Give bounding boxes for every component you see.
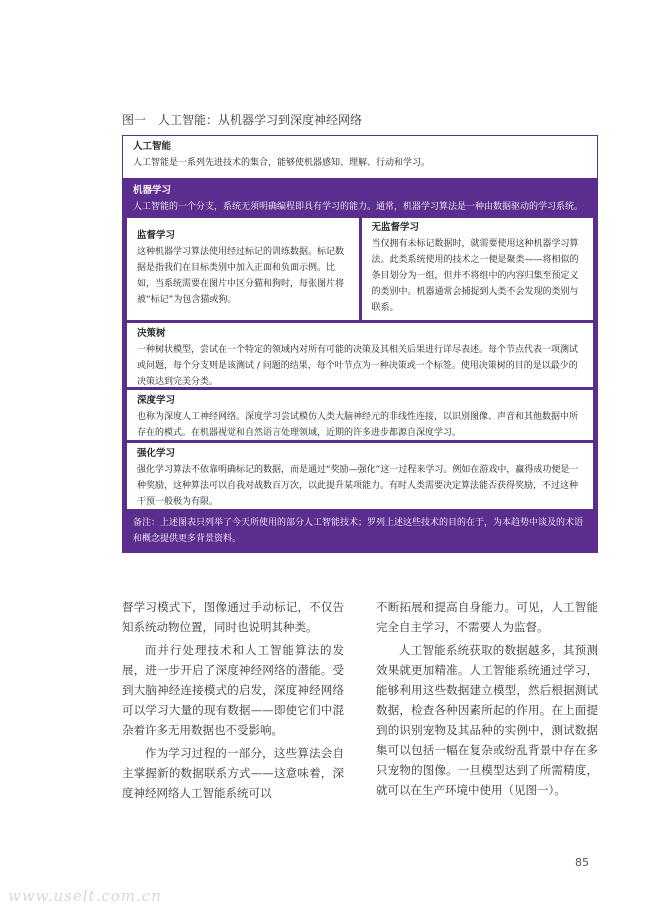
figure-title [122,111,362,128]
ml-heading: 机器学习 [133,185,172,196]
decision-tree-box [127,323,593,387]
supervised-heading: 监督学习 [137,230,176,241]
decision-tree-heading: 决策树 [137,328,166,339]
unsupervised-heading: 无监督学习 [371,222,420,233]
body-column-left [122,597,344,803]
unsupervised-text: 当仅拥有未标记数据时，就需要使用这种机器学习算法。此类系统使用的技术之一便是聚类——将相似的条目划分为一组，但并不将组中的内容归集至预定义的类别中。机器通常会捕捉到人类不会发现的类别与联系。 [371,239,579,313]
unsupervised-box [362,218,594,320]
body-paragraph: 督学习模式下，图像通过手动标记，不仅告知系统动物位置，同时也说明其种类。 [122,600,344,634]
ai-text: 人工智能是一系列先进技术的集合，能够使机器感知、理解、行动和学习。 [133,158,431,168]
deep-learning-heading: 深度学习 [137,395,176,406]
ml-box [123,179,597,513]
ml-text: 人工智能的一个分支，系统无须明确编程即具有学习的能力。通常，机器学习算法是一种由数据驱动的学习系统。 [133,202,584,212]
body-paragraph: 作为学习过程的一部分，这些算法会自主掌握新的数据联系方式——这意味着，深度神经网络人工智能系统可以 [122,746,344,800]
ai-taxonomy-figure [122,135,598,553]
supervised-box [127,218,359,320]
supervised-text: 这种机器学习算法使用经过标记的训练数据。标记数据是指我们在目标类别中加入正面和负面示例。比如，当系统需要在图片中区分猫和狗时，每张图片将被“标记”为包含猫或狗。 [137,247,345,305]
page-number: 85 [575,856,589,869]
decision-tree-text: 一种树状模型，尝试在一个特定的领域内对所有可能的决策及其相关后果进行详尽表述。每个节点代表一项测试或问题，每个分支则是该测试 / 问题的结果，每个叶节点为一种决策或一个标签。使用决策树的目的是以最少的决策达到完美分类。 [137,345,579,387]
watermark: www.uselt.com.cn [8,887,162,905]
figure-number: 图一 [122,113,147,127]
deep-learning-box [127,390,593,440]
reinforcement-text: 强化学习算法不依靠明确标记的数据，而是通过“奖励—强化”这一过程来学习。例如在游戏中，赢得成功便是一种奖励，这种算法可以自我对战数百万次，以此提升某项能力。有时人类需要决定算法能否获得奖励，不过这种干预一般极为有限。 [137,465,579,507]
deep-learning-text: 也称为深度人工神经网络。深度学习尝试模仿人类大脑神经元的非线性连接，以识别图像、声音和其他数据中所存在的模式。在机器视觉和自然语言处理领域，近期的许多进步都源自深度学习。 [137,412,579,438]
ai-box [123,136,597,179]
body-column-right [376,597,598,800]
ai-heading: 人工智能 [133,141,172,152]
body-paragraph: 而并行处理技术和人工智能算法的发展，进一步开启了深度神经网络的潜能。受到大脑神经连接模式的启发，深度神经网络可以学习大量的现有数据——即使它们中混杂着许多无用数据也不受影响。 [122,643,344,737]
reinforcement-heading: 强化学习 [137,448,176,459]
body-paragraph: 人工智能系统获取的数据越多，其预测效果就更加精准。人工智能系统通过学习，能够利用这些数据建立模型，然后根据测试数据，检查各种因素所起的作用。在上面提到的识别宠物及其品种的实例中，测试数据集可以包括一幅在复杂或纷乱背景中存在多只宠物的图像。一旦模型达到了所需精度，就可以在生产环境中使用（见图一）。 [376,643,598,797]
learning-types-row [127,218,593,320]
reinforcement-box [127,443,593,509]
figure-note: 备注：上述图表只列举了今天所使用的部分人工智能技术；罗列上述这些技术的目的在于，为本趋势中谈及的术语和概念提供更多背景资料。 [123,513,597,552]
figure-caption: 人工智能：从机器学习到深度神经网络 [158,113,363,127]
body-paragraph: 不断拓展和提高自身能力。可见，人工智能完全自主学习，不需要人为监督。 [376,600,598,634]
